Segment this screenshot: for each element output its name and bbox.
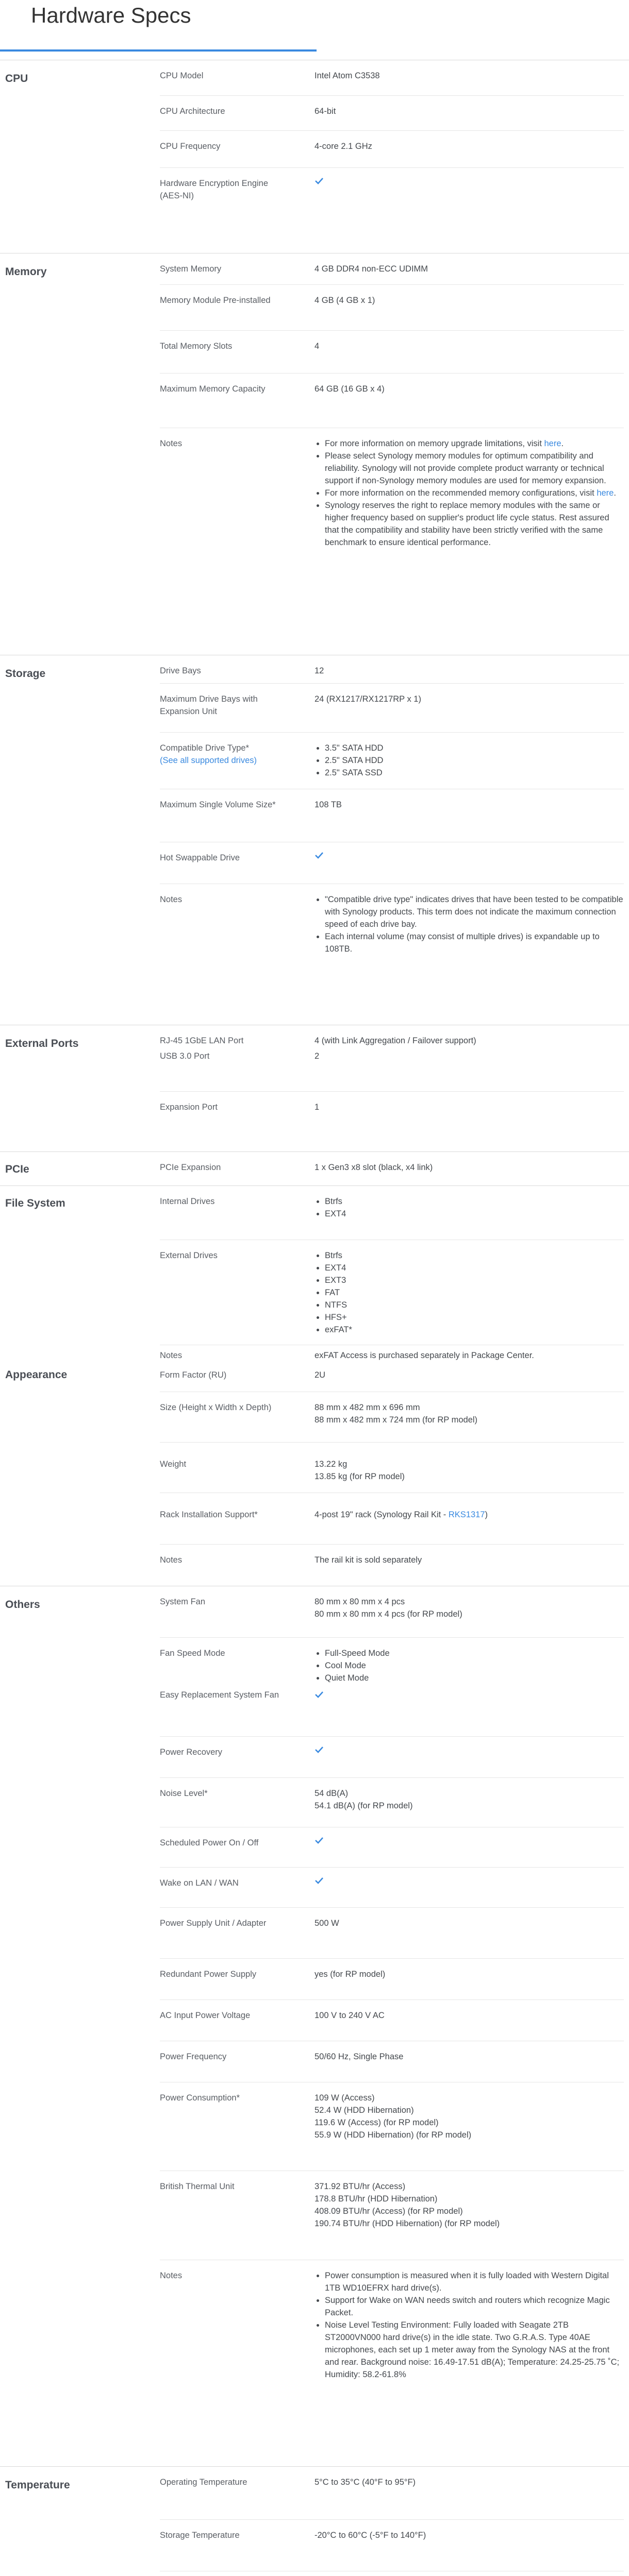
- row-memory-notes: [160, 428, 624, 656]
- list-item: • EXT4: [325, 1262, 624, 1274]
- section-storage: [0, 655, 629, 1025]
- check-icon: [314, 1746, 624, 1753]
- row-label: Maximum Memory Capacity: [160, 384, 266, 394]
- row-value: 24 (RX1217/RX1217RP x 1): [314, 694, 421, 704]
- row-expansion-port: [160, 1091, 624, 1153]
- list-item: • Btrfs: [325, 1195, 624, 1208]
- row-external-drives: [160, 1240, 624, 1345]
- row-power-supply: [160, 1907, 624, 1959]
- section-title-cpu: CPU: [5, 73, 28, 84]
- list-item: • FAT: [325, 1286, 624, 1299]
- row-label: Compatible Drive Type* (See all supported drives): [160, 743, 257, 765]
- row-label: Notes: [160, 1555, 183, 1565]
- row-label: System Fan: [160, 1597, 206, 1606]
- row-fs-notes: [160, 1345, 624, 1365]
- row-value: 4 GB DDR4 non-ECC UDIMM: [314, 264, 428, 274]
- check-icon: [314, 1877, 624, 1884]
- notes-list: [314, 437, 624, 549]
- section-others: [0, 1586, 629, 2467]
- row-compatible-drive-type: [160, 732, 624, 789]
- list-item: • Each internal volume (may consist of multiple drives) is expandable up to 108TB.: [325, 930, 624, 955]
- section-external-ports: [0, 1025, 629, 1152]
- row-value: 371.92 BTU/hr (Access) 178.8 BTU/hr (HDD Hibernation) 408.09 BTU/hr (Access) (for RP model) 190.74 BTU/hr (HDD Hibernation) (for RP model): [314, 2182, 500, 2228]
- row-label: CPU Model: [160, 71, 204, 80]
- row-redundant-power: [160, 1958, 624, 2000]
- row-wake-on-lan: [160, 1867, 624, 1908]
- row-label: Storage Temperature: [160, 2531, 240, 2540]
- section-title-appearance: Appearance: [5, 1369, 68, 1381]
- row-memory-preinstalled: [160, 284, 624, 331]
- row-label: Notes: [160, 895, 183, 904]
- row-label: Weight: [160, 1460, 187, 1469]
- row-label: Internal Drives: [160, 1197, 215, 1206]
- list-item: • Please select Synology memory modules for optimum compatibility and reliability. Synology will not provide complete product warranty or technical support if non-Synology memory modules are used for memory expansion.: [325, 450, 624, 487]
- row-value: 109 W (Access) 52.4 W (HDD Hibernation) 119.6 W (Access) (for RP model) 55.9 W (HDD Hibernation) (for RP model): [314, 2093, 472, 2140]
- row-power-consumption: [160, 2082, 624, 2171]
- memory-upgrade-link[interactable]: here: [544, 439, 561, 448]
- row-weight: [160, 1442, 624, 1493]
- section-title-pcie: PCIe: [5, 1163, 29, 1175]
- page-title: Hardware Specs: [31, 3, 191, 27]
- row-value: 4 GB (4 GB x 1): [314, 296, 375, 305]
- row-fan-speed-mode: [160, 1637, 624, 1689]
- row-memory-slots: [160, 330, 624, 374]
- row-label: Redundant Power Supply: [160, 1970, 257, 1979]
- list-item: • 3.5" SATA HDD: [325, 742, 624, 754]
- row-value: exFAT Access is purchased separately in Package Center.: [314, 1351, 534, 1360]
- row-memory-max: [160, 373, 624, 428]
- list-item: • EXT3: [325, 1274, 624, 1286]
- row-value: 2: [314, 1052, 320, 1061]
- row-value: 108 TB: [314, 800, 342, 809]
- section-memory: [0, 253, 629, 655]
- row-value: 12: [314, 666, 324, 675]
- row-cpu-arch: [160, 95, 624, 131]
- row-label: Size (Height x Width x Depth): [160, 1403, 272, 1412]
- section-cpu: [0, 60, 629, 253]
- supported-drives-link[interactable]: (See all supported drives): [160, 756, 257, 765]
- list-item: • EXT4: [325, 1208, 624, 1220]
- row-label: Form Factor (RU): [160, 1370, 227, 1380]
- row-cpu-aes: [160, 167, 624, 254]
- row-label: Memory Module Pre-installed: [160, 296, 271, 305]
- notes-list: [314, 893, 624, 955]
- row-label: Notes: [160, 439, 183, 448]
- row-value: 4-post 19" rack (Synology Rail Kit - RKS1317): [314, 1510, 488, 1519]
- row-value: 80 mm x 80 mm x 4 pcs 80 mm x 80 mm x 4 pcs (for RP model): [314, 1597, 462, 1619]
- row-label: Hardware Encryption Engine (AES-NI): [160, 179, 269, 200]
- row-value: [314, 1647, 624, 1684]
- row-label: CPU Architecture: [160, 107, 225, 116]
- row-btu: [160, 2171, 624, 2260]
- row-value: 4: [314, 342, 320, 351]
- row-label: Drive Bays: [160, 666, 201, 675]
- row-system-memory: [160, 253, 624, 284]
- section-temperature: [0, 2466, 629, 2576]
- row-value: 54 dB(A) 54.1 dB(A) (for RP model): [314, 1789, 413, 1810]
- section-file-system: [0, 1185, 629, 1364]
- row-appearance-notes: [160, 1544, 624, 1586]
- list-item: • Support for Wake on WAN needs switch and routers which recognize Magic Packet.: [325, 2294, 624, 2319]
- list-item: • Cool Mode: [325, 1659, 624, 1672]
- row-noise-level: [160, 1777, 624, 1827]
- row-label: Hot Swappable Drive: [160, 853, 240, 862]
- row-label: Power Frequency: [160, 2052, 227, 2061]
- row-easy-replacement-fan: [160, 1689, 624, 1736]
- row-internal-drives: [160, 1186, 624, 1240]
- row-usb-port: [160, 1050, 624, 1091]
- row-value: yes (for RP model): [314, 1970, 386, 1979]
- list-item: • Noise Level Testing Environment: Fully loaded with Seagate 2TB ST2000VN000 hard drive(s) in the idle state. Two G.R.A.S. Type 40AE microphones, each set up 1 meter away from the Synology NAS at the front and rear. Background noise: 16.49-17.51 dB(A); Temperature: 24.25-25.75 ˚C; Humidity: 58.2-61.8%: [325, 2319, 624, 2381]
- row-ac-input-voltage: [160, 1999, 624, 2041]
- list-item: • For more information on the recommended memory configurations, visit here.: [325, 487, 624, 499]
- section-title-others: Others: [5, 1599, 40, 1611]
- row-label: Power Recovery: [160, 1748, 223, 1757]
- row-form-factor: [160, 1364, 624, 1392]
- section-appearance: [0, 1364, 629, 1586]
- memory-config-link[interactable]: here: [597, 488, 614, 498]
- row-drive-bays: [160, 655, 624, 683]
- list-item: • Synology reserves the right to replace memory modules with the same or higher frequency based on supplier's product life cycle status. Rest assured that the compatibility and stability have been strictly verified with the same benchmark to ensure identical performance.: [325, 499, 624, 549]
- row-label: RJ-45 1GbE LAN Port: [160, 1036, 244, 1045]
- title-underline: [0, 49, 317, 52]
- row-value: 1 x Gen3 x8 slot (black, x4 link): [314, 1163, 433, 1172]
- row-label: Fan Speed Mode: [160, 1649, 225, 1658]
- row-label: Noise Level*: [160, 1789, 208, 1798]
- row-label: British Thermal Unit: [160, 2182, 235, 2191]
- row-operating-temp: [160, 2467, 624, 2519]
- row-label: Notes: [160, 1351, 183, 1360]
- row-label: Maximum Drive Bays with Expansion Unit: [160, 694, 258, 716]
- list-item: • Quiet Mode: [325, 1672, 624, 1684]
- row-storage-notes: [160, 884, 624, 1026]
- row-label: Power Consumption*: [160, 2093, 240, 2103]
- row-value: 13.22 kg 13.85 kg (for RP model): [314, 1460, 405, 1481]
- row-value: 100 V to 240 V AC: [314, 2011, 385, 2020]
- row-value: [314, 1249, 624, 1336]
- rail-kit-link[interactable]: RKS1317: [448, 1510, 485, 1519]
- row-hot-swappable: [160, 842, 624, 884]
- row-label: External Drives: [160, 1251, 218, 1260]
- row-cpu-frequency: [160, 130, 624, 168]
- row-label: Total Memory Slots: [160, 342, 233, 351]
- list-item: • Btrfs: [325, 1249, 624, 1262]
- check-icon: [314, 1837, 624, 1844]
- section-title-external-ports: External Ports: [5, 1038, 79, 1049]
- notes-list: [314, 2269, 624, 2381]
- row-pcie-expansion: [160, 1152, 624, 1186]
- section-title-file-system: File System: [5, 1197, 65, 1209]
- check-icon: [314, 852, 624, 859]
- check-icon: [314, 177, 624, 184]
- section-title-storage: Storage: [5, 668, 46, 680]
- row-label: CPU Frequency: [160, 142, 221, 151]
- row-value: 64 GB (16 GB x 4): [314, 384, 385, 394]
- row-value: 4 (with Link Aggregation / Failover support): [314, 1036, 476, 1045]
- row-rack-installation: [160, 1493, 624, 1545]
- row-value: 1: [314, 1103, 320, 1112]
- section-title-memory: Memory: [5, 266, 47, 278]
- list-item: • HFS+: [325, 1311, 624, 1324]
- row-value: 64-bit: [314, 107, 336, 116]
- row-value: 4-core 2.1 GHz: [314, 142, 372, 151]
- row-cpu-model: [160, 60, 624, 95]
- row-label: AC Input Power Voltage: [160, 2011, 251, 2020]
- row-humidity: [160, 2571, 624, 2576]
- row-max-volume-size: [160, 789, 624, 842]
- row-value: The rail kit is sold separately: [314, 1555, 422, 1565]
- row-max-drive-bays: [160, 683, 624, 733]
- list-item: • "Compatible drive type" indicates drives that have been tested to be compatible with Synology products. This term does not indicate the maximum connection speed of each drive bay.: [325, 893, 624, 930]
- row-power-recovery: [160, 1736, 624, 1778]
- row-value: -20°C to 60°C (-5°F to 140°F): [314, 2531, 426, 2540]
- row-value: 88 mm x 482 mm x 696 mm 88 mm x 482 mm x 724 mm (for RP model): [314, 1403, 478, 1425]
- section-title-temperature: Temperature: [5, 2479, 70, 2491]
- row-label: USB 3.0 Port: [160, 1052, 210, 1061]
- row-value: Intel Atom C3538: [314, 71, 380, 80]
- list-item: • For more information on memory upgrade limitations, visit here.: [325, 437, 624, 450]
- row-value: 2U: [314, 1370, 326, 1380]
- row-value: 50/60 Hz, Single Phase: [314, 2052, 404, 2061]
- row-lan-port: [160, 1025, 624, 1050]
- row-storage-temp: [160, 2519, 624, 2571]
- row-label: Maximum Single Volume Size*: [160, 800, 276, 809]
- row-label: Scheduled Power On / Off: [160, 1838, 259, 1848]
- row-size: [160, 1392, 624, 1443]
- row-label: Wake on LAN / WAN: [160, 1878, 239, 1888]
- row-value: [314, 742, 624, 779]
- row-label: Power Supply Unit / Adapter: [160, 1919, 267, 1928]
- row-label: PCIe Expansion: [160, 1163, 221, 1172]
- row-label: Rack Installation Support*: [160, 1510, 258, 1519]
- row-system-fan: [160, 1586, 624, 1637]
- list-item: • 2.5" SATA HDD: [325, 754, 624, 767]
- row-label: Notes: [160, 2271, 183, 2280]
- section-pcie: [0, 1151, 629, 1186]
- row-power-frequency: [160, 2041, 624, 2082]
- row-label: System Memory: [160, 264, 222, 274]
- list-item: • exFAT*: [325, 1324, 624, 1336]
- row-value: 5°C to 35°C (40°F to 95°F): [314, 2478, 416, 2487]
- row-value: [314, 1195, 624, 1220]
- list-item: • 2.5" SATA SSD: [325, 767, 624, 779]
- list-item: • NTFS: [325, 1299, 624, 1311]
- row-label: Operating Temperature: [160, 2478, 247, 2487]
- row-scheduled-power: [160, 1827, 624, 1868]
- list-item: • Full-Speed Mode: [325, 1647, 624, 1659]
- check-icon: [314, 1691, 624, 1698]
- row-label: Expansion Port: [160, 1103, 218, 1112]
- row-value: 500 W: [314, 1919, 339, 1928]
- row-others-notes: [160, 2260, 624, 2467]
- row-label: Easy Replacement System Fan: [160, 1690, 279, 1700]
- list-item: • Power consumption is measured when it is fully loaded with Western Digital 1TB WD10EFRX hard drive(s).: [325, 2269, 624, 2294]
